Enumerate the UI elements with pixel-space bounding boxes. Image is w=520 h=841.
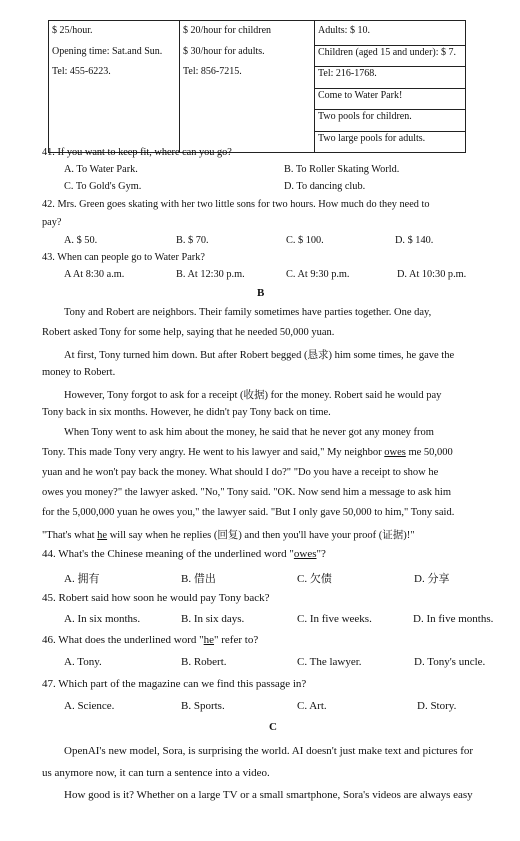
section-c-heading: C <box>269 721 277 733</box>
ad-cell-water-park <box>315 21 466 153</box>
passage-b-line: yuan and he won't pay back the money. What should I do?" "Do you have a receipt to show he <box>42 467 439 478</box>
q43-option-a: A At 8:30 a.m. <box>64 269 125 280</box>
q41-option-c: C. To Gold's Gym. <box>64 181 142 192</box>
table-row <box>49 21 466 153</box>
price-text: $ 25/hour. <box>52 25 93 36</box>
passage-b-line: At first, Tony turned him down. But after Robert begged (恳求) him some times, he gave the <box>64 350 455 361</box>
tel-text: Tel: 856-7215. <box>183 66 242 77</box>
question-47: 47. Which part of the magazine can we find this passage in? <box>42 678 307 690</box>
q47-option-c: C. Art. <box>297 700 327 712</box>
q44-text: 44. What's the Chinese meaning of the underlined word " <box>42 548 294 560</box>
q46-option-b: B. Robert. <box>181 656 227 668</box>
q43-option-b: B. At 12:30 p.m. <box>176 269 245 280</box>
passage-c-line: us anymore now, it can turn a sentence into a video. <box>42 767 270 779</box>
q43-option-d: D. At 10:30 p.m. <box>397 269 467 280</box>
passage-b-text: me 50,000 <box>405 447 453 458</box>
children-price-text: Children (aged 15 and under): $ 7. <box>315 46 465 68</box>
q46-option-a: A. Tony. <box>64 656 102 668</box>
ad-cell-roller-skating <box>49 21 180 153</box>
q42-option-a: A. $ 50. <box>64 235 98 246</box>
adults-price-text: Adults: $ 10. <box>315 24 465 46</box>
price-children-text: $ 20/hour for children <box>183 25 272 36</box>
section-b-heading: B <box>257 287 265 299</box>
underlined-word-he: he <box>97 530 108 541</box>
q42-option-d: D. $ 140. <box>395 235 434 246</box>
q41-option-a: A. To Water Park. <box>64 164 138 175</box>
question-45: 45. Robert said how soon he would pay Tony back? <box>42 592 270 604</box>
passage-b-text: Tony. This made Tony very angry. He went to his lawyer and said," My neighbor <box>42 447 382 458</box>
q44-option-b: B. 借出 <box>181 573 216 585</box>
tel-text: Tel: 455-6223. <box>52 66 111 77</box>
passage-b-text: will say when he replies (回复) and then you'll have your proof (证据)!" <box>107 530 415 541</box>
q44-option-d: D. 分享 <box>414 573 450 585</box>
passage-c-line: How good is it? Whether on a large TV or a small smartphone, Sora's videos are always easy <box>64 789 473 801</box>
slogan-text: Come to Water Park! <box>315 89 465 111</box>
q42-option-b: B. $ 70. <box>176 235 209 246</box>
q45-option-b: B. In six days. <box>181 613 245 625</box>
q46-text: " refer to? <box>214 634 259 646</box>
q47-option-d: D. Story. <box>417 700 457 712</box>
q41-option-d: D. To dancing club. <box>284 181 366 192</box>
q47-option-a: A. Science. <box>64 700 115 712</box>
passage-b-line: Tony and Robert are neighbors. Their family sometimes have parties together. One day, <box>64 307 432 318</box>
q44-text: "? <box>316 548 326 560</box>
passage-b-line <box>42 447 453 458</box>
ads-table <box>48 20 466 153</box>
q44-option-c: C. 欠债 <box>297 573 332 585</box>
q45-option-d: D. In five months. <box>413 613 494 625</box>
tel-text: Tel: 216-1768. <box>315 67 465 89</box>
question-46 <box>42 634 258 646</box>
q43-option-c: C. At 9:30 p.m. <box>286 269 350 280</box>
q46-option-c: C. The lawyer. <box>297 656 362 668</box>
q47-option-b: B. Sports. <box>181 700 225 712</box>
passage-b-line: Tony back in six months. However, he didn't pay Tony back on time. <box>42 407 331 418</box>
opening-time-text: Opening time: Sat.and Sun. <box>52 45 163 57</box>
question-43: 43. When can people go to Water Park? <box>42 252 205 263</box>
passage-b-line: When Tony went to ask him about the money, he said that he never got any money from <box>64 427 434 438</box>
passage-b-text: "That's what <box>42 530 98 541</box>
adult-pools-text: Two large pools for adults. <box>318 132 426 144</box>
question-42: 42. Mrs. Green goes skating with her two little sons for two hours. How much do they need to <box>42 199 430 210</box>
q44-option-a: A. 拥有 <box>64 573 100 585</box>
children-pools-text: Two pools for children. <box>315 110 465 132</box>
passage-b-line: owes you money?" the lawyer asked. "No," Tony said. "OK. Now send him a message to ask him <box>42 487 452 498</box>
question-41: 41. If you want to keep fit, where can you go? <box>42 147 232 158</box>
passage-b-line <box>42 527 415 542</box>
passage-b-line: for the 5,000,000 yuan he owes you," the lawyer said. "But I only gave 50,000 to him," Tony said. <box>42 507 455 518</box>
passage-b-line: Robert asked Tony for some help, saying that he needed 50,000 yuan. <box>42 327 335 338</box>
q41-option-b: B. To Roller Skating World. <box>284 164 400 175</box>
question-44 <box>42 548 326 560</box>
q44-underlined: owes <box>293 548 317 560</box>
q45-option-a: A. In six months. <box>64 613 141 625</box>
q45-option-c: C. In five weeks. <box>297 613 372 625</box>
passage-b-line: money to Robert. <box>42 367 116 378</box>
question-42-cont: pay? <box>42 217 62 228</box>
q42-option-c: C. $ 100. <box>286 235 324 246</box>
underlined-word-owes: owes <box>384 447 406 458</box>
passage-b-line: However, Tony forgot to ask for a receipt (收据) for the money. Robert said he would pay <box>64 390 442 401</box>
passage-c-line: OpenAI's new model, Sora, is surprising the world. AI doesn't just make text and pictures for <box>64 745 474 757</box>
ad-cell-gym <box>180 21 315 153</box>
q46-underlined: he <box>203 634 215 646</box>
q46-option-d: D. Tony's uncle. <box>414 656 486 668</box>
price-adults-text: $ 30/hour for adults. <box>183 45 265 57</box>
q46-text: 46. What does the underlined word " <box>42 634 204 646</box>
